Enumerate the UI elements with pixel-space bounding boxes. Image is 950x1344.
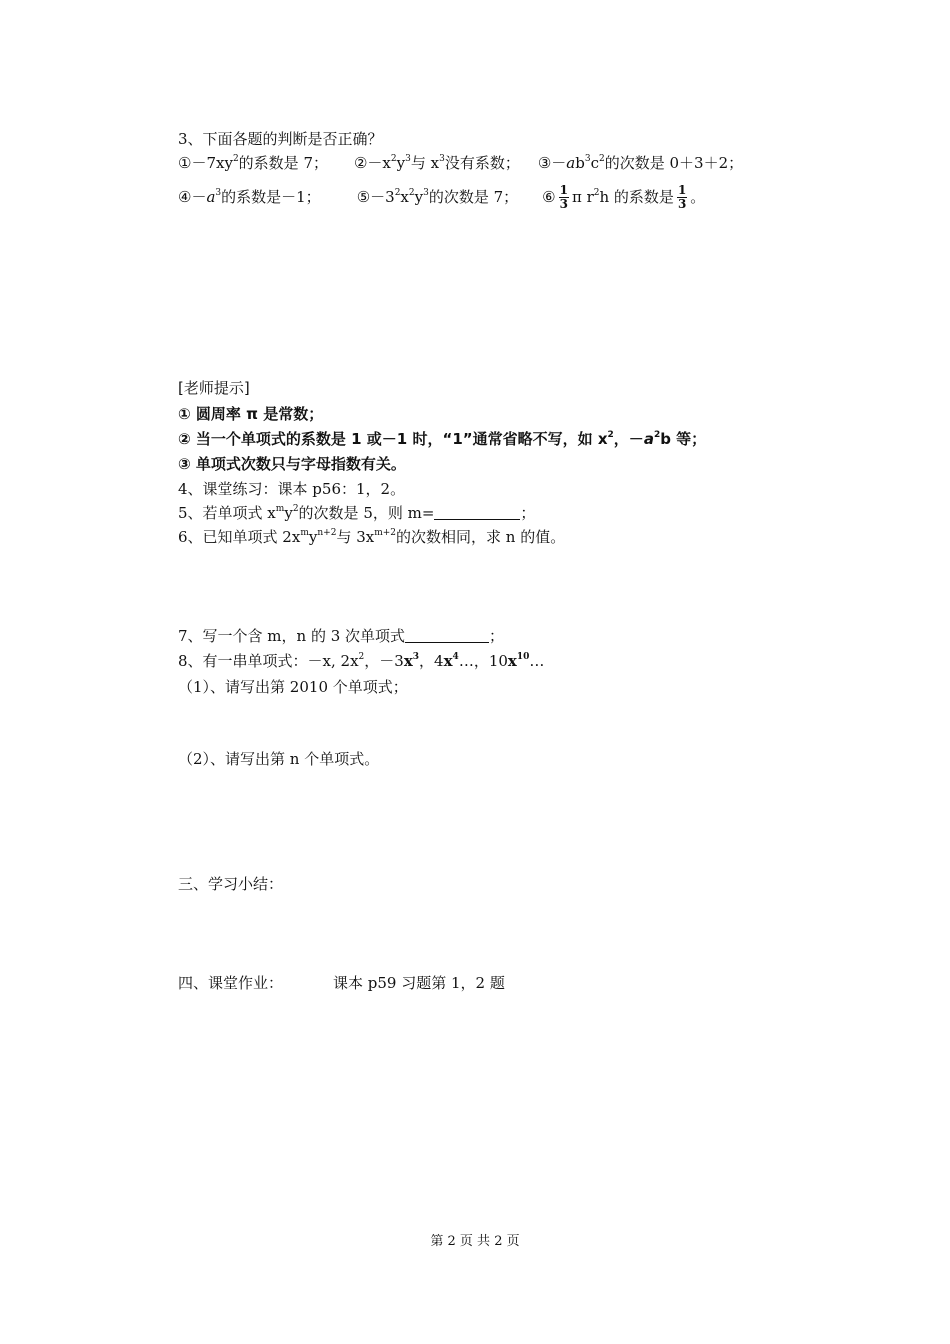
q3-item-5: $⑤-3^2x^2y^3$的次数是 7； — [356, 187, 519, 206]
answer-blank-m[interactable] — [434, 504, 520, 520]
hint-line-2: ② 当一个单项式的系数是 1 或－1 时，“1”通常省略不写，如 $x^2$，$-a^2b$ 等； — [178, 430, 707, 448]
hint-line-1: ① 圆周率 π 是常数； — [178, 405, 324, 423]
q8: 8、有一串单项式：－x, $2x^2$，$-3x^3$，$4x^4\dots$，$10x^{10}\dots$ — [178, 652, 545, 670]
hint-title: [老师提示] — [178, 379, 250, 397]
q3-row-1 — [178, 153, 743, 173]
q3-item-6: ⑥ $\frac{1}{3}$ π $r^2h$ 的系数是 $\frac{1}{3}$ 。 — [542, 183, 706, 211]
q3-row-2 — [178, 184, 705, 211]
page-footer: 第 2 页 共 2 页 — [430, 1234, 520, 1249]
q8-sub-1: （1）、请写出第 2010 个单项式； — [178, 678, 408, 696]
hint-line-3: ③ 单项式次数只与字母指数有关。 — [178, 455, 406, 473]
q4: 4、课堂练习：课本 p56：1，2。 — [178, 480, 406, 498]
section-homework: 四、课堂作业： 课本 p59 习题第 1，2 题 — [178, 974, 505, 992]
q8-sub-2: （2）、请写出第 n 个单项式。 — [178, 750, 380, 768]
q3-item-2: $②-x^2y^3$与 $x^3$没有系数； — [353, 154, 520, 172]
q3-item-1: $①-7xy^2$的系数是 7； — [178, 154, 328, 172]
section-summary: 三、学习小结： — [178, 875, 284, 893]
q3-item-3: $③-ab^3c^2$的次数是 0＋3＋2； — [537, 154, 744, 172]
q3-item-4: $④-a^3$的系数是－1； — [178, 187, 321, 206]
q7: 7、写一个含 m，n 的 3 次单项式 ； — [178, 627, 505, 645]
answer-blank-monomial[interactable] — [405, 627, 489, 643]
fraction-one-third: $\frac{1}{3}$ — [559, 183, 568, 211]
q6: 6、已知单项式 $2x^my^{n+2}$与 $3x^{m+2}$的次数相同，求 n 的值。 — [178, 528, 566, 546]
q5: 5、若单项式 $x^my^2$的次数是 5，则 m= ； — [178, 504, 536, 522]
fraction-one-third: $\frac{1}{3}$ — [677, 183, 687, 211]
q3-title: 3、下面各题的判断是否正确？ — [178, 130, 383, 148]
